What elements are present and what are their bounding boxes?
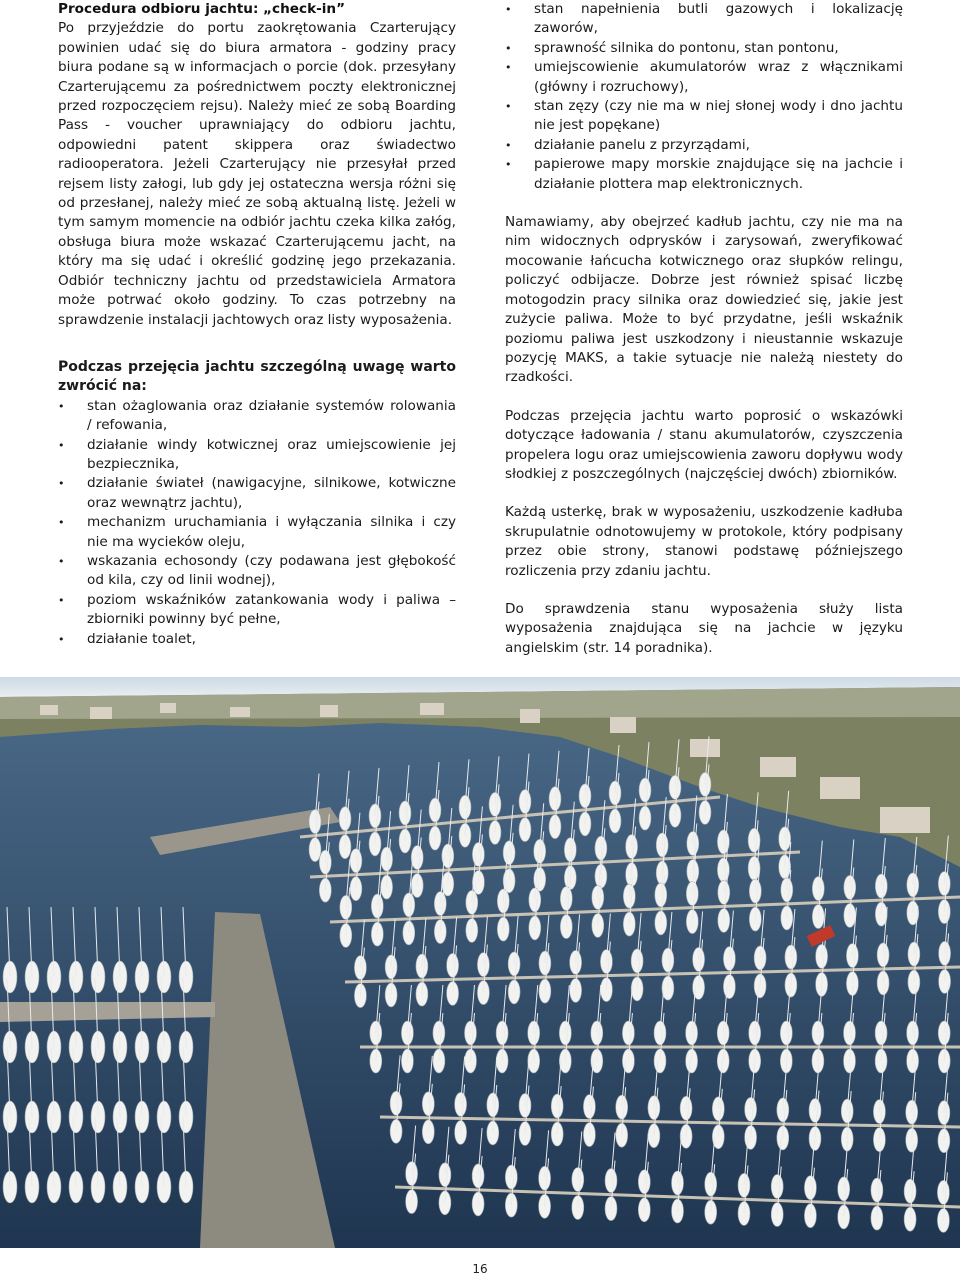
yacht [754,974,766,998]
hull-inspection-paragraph: Namawiamy, aby obejrzeć kadłub jachtu, czy nie ma na nim widocznych odprysków i zarysowań, zweryfikować mocowanie łańcucha kotwicznego oraz słupków relingu, policzyć odbijacze. Dobrze jest również spisać liczbę motogodzin pracy silnika oraz dowiedzieć się, jakie jest zużycie paliwa. Może to być przydatne, jeśli wskaźnik poziomu paliwa jest uszkodzony i nieustannie wskazuje pozycję MAKS, a takie sytuacje nie należą niestety do rzadkości. [505,214,903,386]
yacht [529,888,541,912]
yacht [638,1198,650,1222]
damage-report-paragraph: Każdą usterkę, brak w wyposażeniu, uszkodzenie kadłuba skrupulatnie odnotowujemy w protokole, który podpisany przez obie strony, stanowi podstawę późniejszego rozliczenia przy zdaniu jachtu. [505,504,903,579]
yacht [466,890,478,914]
yacht [447,981,459,1005]
yacht [655,911,667,935]
list-item: • umiejscowienie akumulatorów wraz z włącznikami (główny i rozruchowy), [505,58,903,97]
yacht [579,812,591,836]
yacht [680,1124,692,1148]
yacht [539,1194,551,1218]
yacht [508,952,520,976]
yacht [439,1191,451,1215]
yacht [718,908,730,932]
yacht [939,941,951,965]
yacht [340,895,352,919]
list-item: • stan ożaglowania oraz działanie systemów rolowania / refowania, [58,397,456,436]
yacht [369,804,381,828]
checklist-right [505,0,903,194]
yacht [638,1170,650,1194]
yacht [489,792,501,816]
yacht [738,1173,750,1197]
page-number: 16 [472,1262,488,1276]
yacht [350,849,362,873]
yacht [718,880,730,904]
yacht [403,893,415,917]
list-item: • stan zęzy (czy nie ma w niej słonej wody i dno jachtu nie jest popękane) [505,97,903,136]
yacht [699,772,711,796]
yacht [838,1177,850,1201]
yacht [844,875,856,899]
marina-illustration [0,677,960,1248]
yacht [564,838,576,862]
yacht [777,1126,789,1150]
yacht [745,1097,757,1121]
yacht [816,944,828,968]
yacht [712,1097,724,1121]
yacht [472,842,484,866]
yacht [340,923,352,947]
yacht [319,850,331,874]
yacht [489,820,501,844]
yacht [699,800,711,824]
yacht [455,1092,467,1116]
yacht [350,877,362,901]
yacht [549,815,561,839]
yacht [754,946,766,970]
yacht [390,1091,402,1115]
equipment-list-paragraph: Do sprawdzenia stanu wyposażenia służy lista wyposażenia znajdująca się na jachcie w języku angielskim (str. 14 poradnika). [505,600,903,656]
yacht [447,953,459,977]
yacht [385,983,397,1007]
yacht [877,971,889,995]
attention-heading: Podczas przejęcia jachtu szczególną uwagę warto zwrócić na: [58,358,456,395]
list-item: • działanie panelu z przyrządami, [505,136,903,155]
yacht [385,955,397,979]
yacht [777,1098,789,1122]
yacht [339,807,351,831]
intro-paragraph: Po przyjeździe do portu zaokrętowania Czarterujący powinien udać się do biura armatora - godziny pracy biura podane są w informacjach o porcie (dok. przesyłany Czarterującemu za pośrednictwem poczty elektronicznej przed rozpoczęciem rejsu). Należy mieć ze sobą Boarding Pass - voucher uprawniający do odbioru jachtu, odpowiedni patent skippera oraz świadectwo radiooperatora. Jeżeli Czarterujący nie przesyłał przed rejsem listy załogi, lub gdy jej ostateczna wersja różni się od przesłanej, należy mieć ze sobą aktualną listę. Jeżeli w tym samym momencie na odbiór jachtu czeka kilka załóg, obsługa biura może wskazać Czarterującemu jacht, na który ma się udać i określić godzinę jego przekazania. Odbiór techniczny jachtu od przedstawiciela Armatora może potrwać około godziny. To czas potrzebny na sprawdzenie instalacji jachtowych oraz listy wyposażenia. [58,20,456,328]
yacht [781,906,793,930]
yacht [529,916,541,940]
yacht [339,835,351,859]
yacht [907,873,919,897]
yacht [939,969,951,993]
yacht [508,980,520,1004]
yacht [564,866,576,890]
yacht [877,943,889,967]
yacht [570,950,582,974]
yacht [466,918,478,942]
yacht [745,1125,757,1149]
list-item: • działanie świateł (nawigacyjne, silnikowe, kotwiczne oraz wewnątrz jachtu), [58,474,456,513]
list-item: • poziom wskaźników zatankowania wody i paliwa – zbiorniki powinny być pełne, [58,591,456,630]
yacht [422,1120,434,1144]
yacht [655,883,667,907]
yacht [680,1096,692,1120]
list-item: • sprawność silnika do pontonu, stan pontonu, [505,39,903,58]
list-item: • mechanizm uruchamiania i wyłączania silnika i czy nie ma wycieków oleju, [58,513,456,552]
yacht [439,1163,451,1187]
section-title: Procedura odbioru jachtu: „check-in” [58,1,346,17]
yacht [844,903,856,927]
yacht [539,1166,551,1190]
yacht [781,878,793,902]
yacht [693,947,705,971]
list-item: • stan napełnienia butli gazowych i lokalizację zaworów, [505,0,903,39]
yacht [592,885,604,909]
yacht [549,787,561,811]
yacht [631,977,643,1001]
yacht [369,832,381,856]
yacht [570,978,582,1002]
list-item: • działanie windy kotwicznej oraz umiejscowienie jej bezpiecznika, [58,436,456,475]
list-item: • wskazania echosondy (czy podawana jest głębokość od kila, czy od linii wodnej), [58,552,456,591]
yacht [422,1092,434,1116]
battery-paragraph: Podczas przejęcia jachtu warto poprosić o wskazówki dotyczące ładowania / stanu akumulatorów, czyszczenia propelera logu oraz umiejscowienia zaworu dopływu wody słodkiej z poszczególnych (najczęściej dwóch) zbiorników. [505,407,903,482]
yacht [487,1093,499,1117]
yacht [487,1121,499,1145]
yacht [472,1164,484,1188]
yacht [631,949,643,973]
yacht [579,784,591,808]
yacht [592,913,604,937]
list-item: • papierowe mapy morskie znajdujące się na jachcie i działanie plottera map elektronicznych. [505,155,903,194]
left-column [58,0,456,649]
right-column [505,0,903,658]
yacht [455,1120,467,1144]
list-item: • działanie toalet, [58,630,456,649]
checklist-left [58,397,456,649]
yacht [390,1119,402,1143]
yacht [319,878,331,902]
yacht [403,921,415,945]
marina-aerial-photo [0,677,960,1248]
